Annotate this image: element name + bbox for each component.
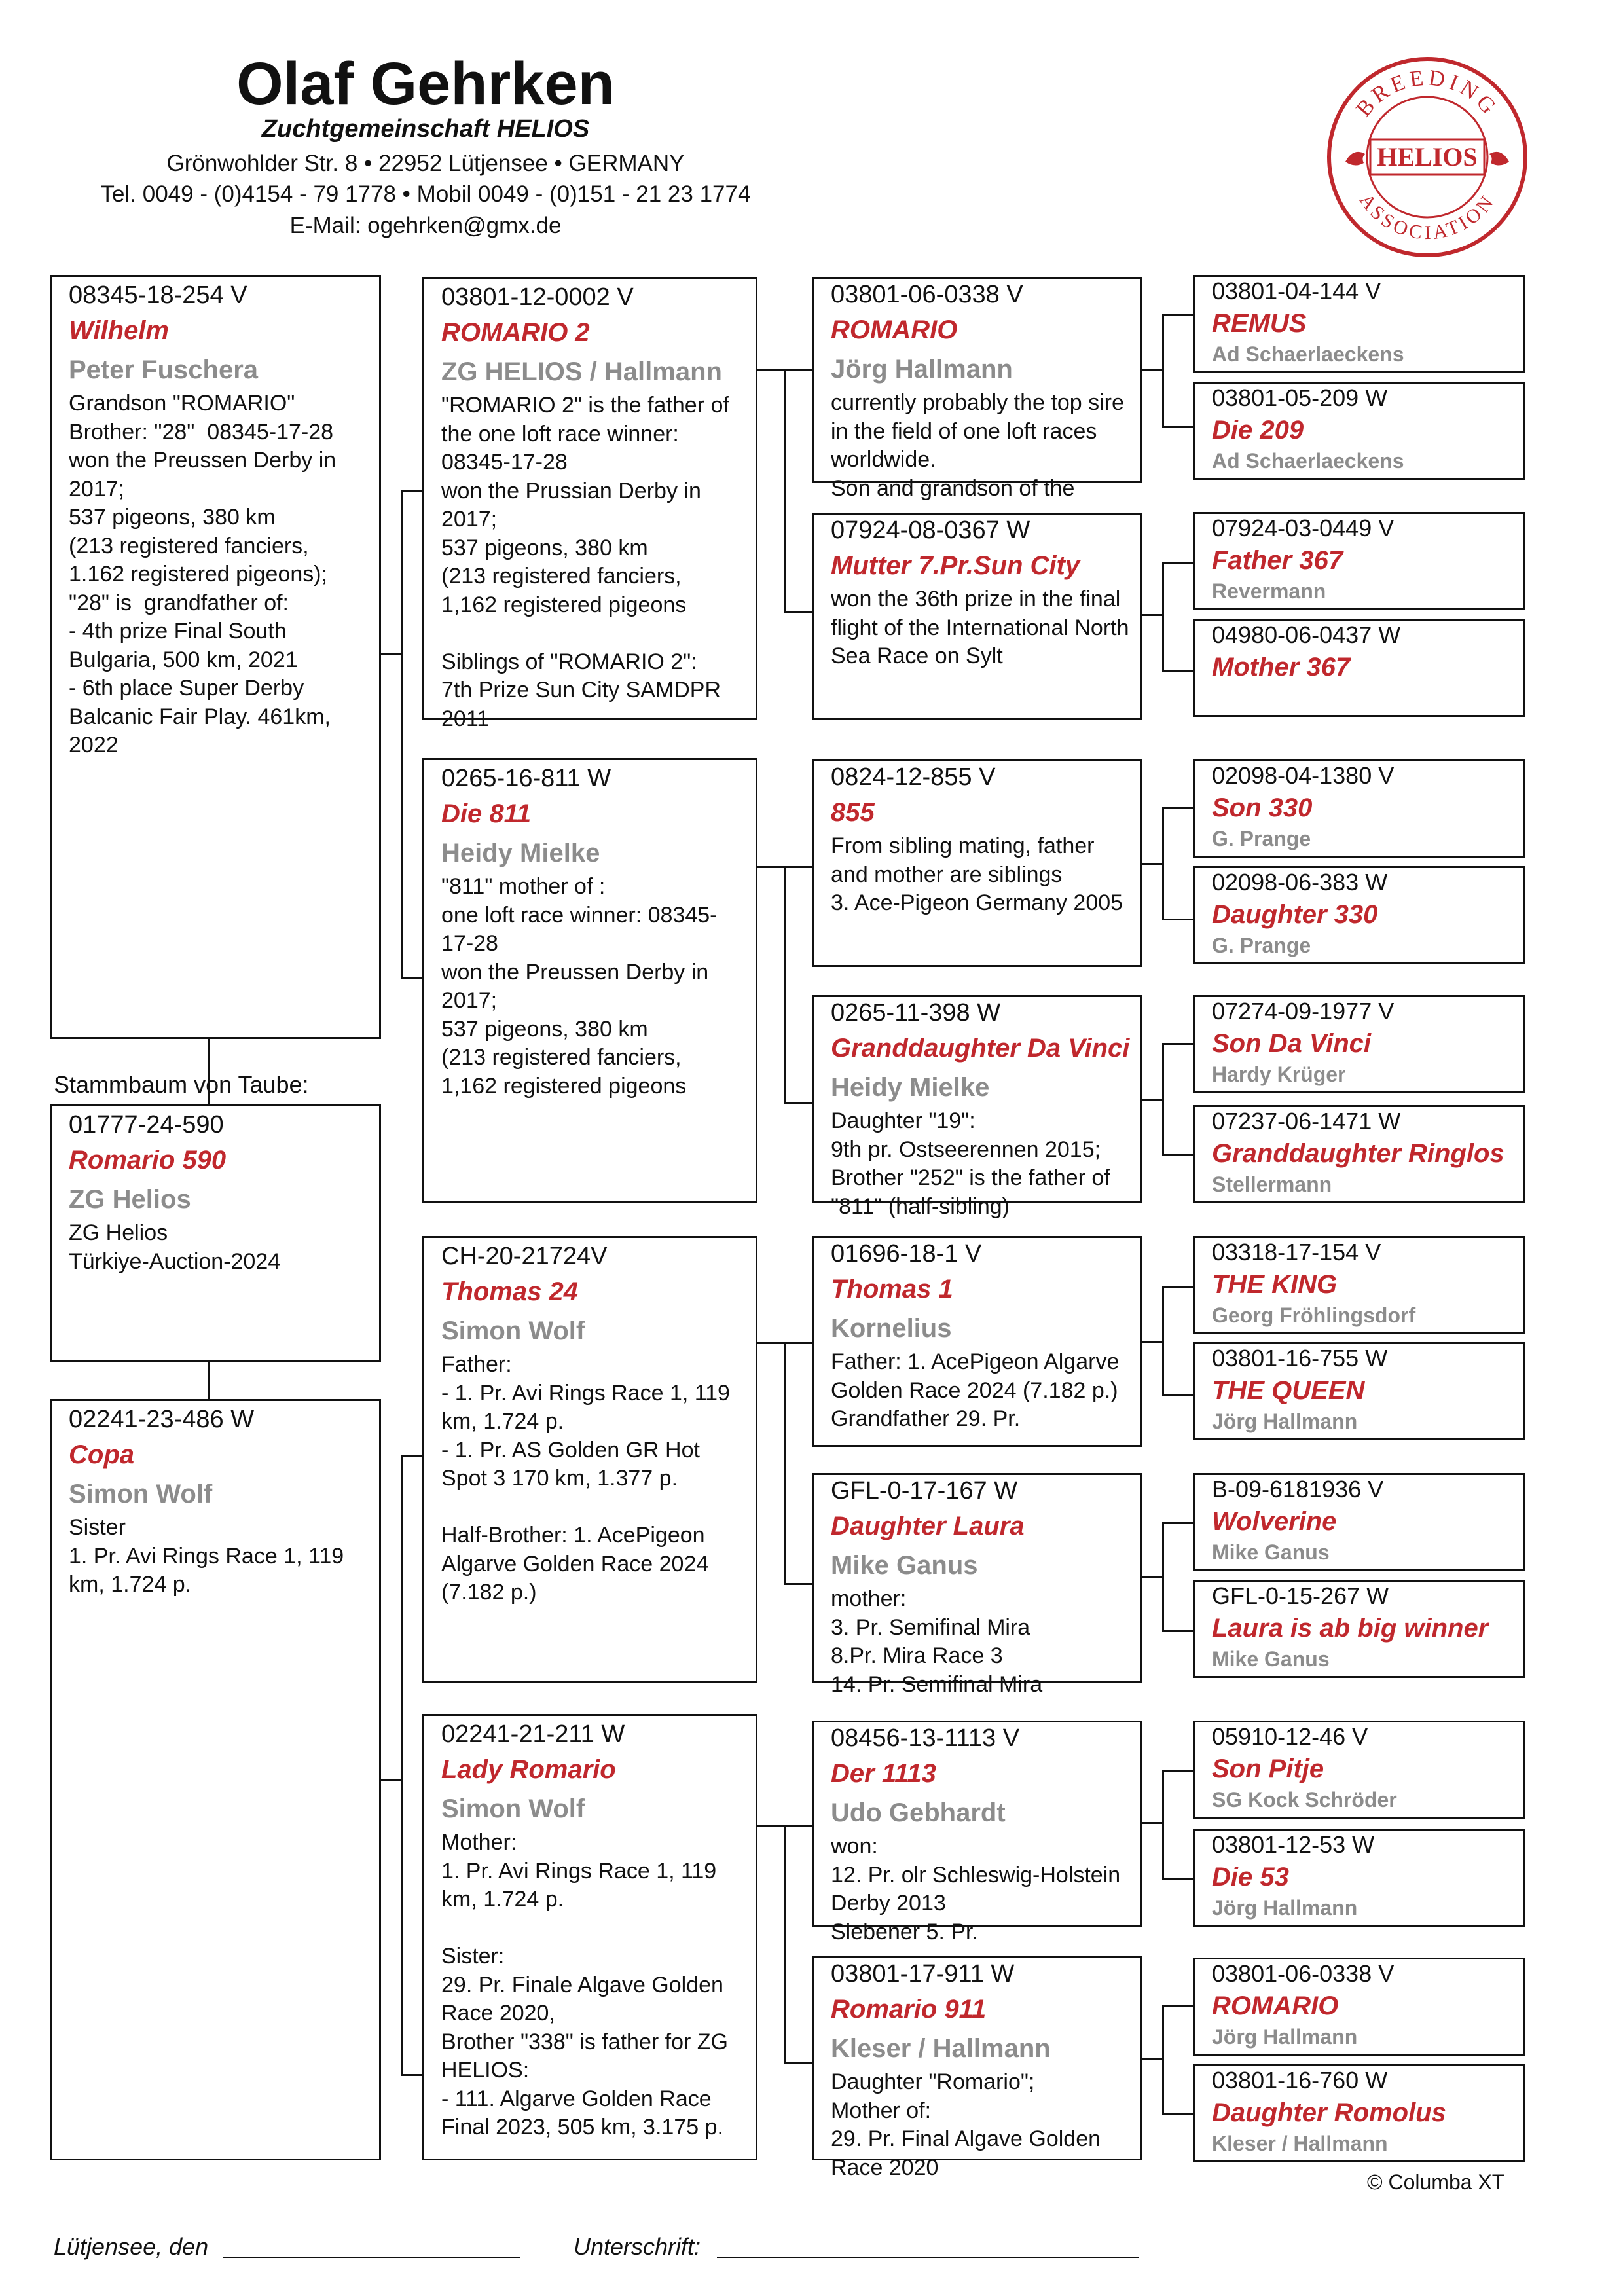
breeder-email: E-Mail: ogehrken@gmx.de [289,213,562,238]
dam-sire-card [422,1236,757,1683]
ring-number: 05910-12-46 V [1212,1723,1368,1750]
ring-number: 02098-04-1380 V [1212,762,1395,789]
gen3-card-8 [812,1956,1142,2180]
achievements-text: "ROMARIO 2" is the father of the one loft race winner: 08345-17-28 won the Prussian Derby in 2017; 537 pigeons, 380 km (213 registered fanciers, 1,162 registered pigeons Siblings of "ROMARIO 2": 7th Prize Sun City SAMDPR 2011 [441,393,729,731]
gen4-card-13 [1193,1721,1525,1819]
ring-number: 03801-17-911 W [831,1960,1015,1988]
connector-line [381,1779,402,1781]
connector-line [1162,562,1164,670]
ring-number: 08456-13-1113 V [831,1724,1020,1752]
connector-line [1162,1522,1164,1630]
connector-line [1142,1576,1163,1578]
pigeon-name: THE QUEEN [1212,1376,1365,1405]
connector-line [784,611,812,613]
ring-number: 0265-16-811 W [441,765,611,792]
gen4-card-1 [1193,275,1525,373]
achievements-text: "811" mother of : one loft race winner: 08345-17-28 won the Preussen Derby in 2017; 537 pigeons, 380 km (213 registered fanciers, 1,162 registered pigeons [441,874,718,1099]
connector-line [1162,1770,1193,1772]
connector-line [1162,426,1193,428]
pedigree-caption: Stammbaum von Taube: [54,1071,309,1098]
pigeon-name: Thomas 1 [831,1275,953,1303]
pigeon-name: 855 [831,798,875,827]
gen3-card-1 [812,277,1142,501]
seal-top-text: BREEDING [1351,65,1503,122]
connector-line [1162,2005,1164,2113]
place-date-label: Lütjensee, den [54,2233,209,2260]
gen4-card-12 [1193,1580,1525,1678]
gen4-card-6 [1193,866,1525,964]
connector-line [1162,314,1193,316]
connector-line [1162,1286,1164,1394]
pigeon-name: Granddaughter Da Vinci [831,1034,1130,1063]
achievements-text: currently probably the top sire in the field of one loft races worldwide. Son and grandson of the [831,390,1124,501]
connector-line [784,369,786,611]
seal-center-text: HELIOS [1377,142,1478,172]
achievements-text: Daughter "Romario"; Mother of: 29. Pr. Final Algave Golden Race 2020 [831,2069,1101,2180]
pigeon-name: Father 367 [1212,546,1343,575]
gen4-card-5 [1193,759,1525,858]
breeder-label: G. Prange [1212,827,1311,850]
connector-line [757,369,786,371]
connector-line [1162,314,1164,426]
connector-line [1142,1341,1163,1343]
pigeon-name: Die 209 [1212,416,1304,445]
helios-seal-logo [1326,56,1529,259]
connector-line [401,490,422,492]
breeder-label: SG Kock Schröder [1212,1788,1397,1812]
copyright-notice: © Columba XT [1367,2170,1505,2194]
connector-line [1162,1878,1193,1880]
pigeon-name: ROMARIO 2 [441,318,590,347]
ring-number: CH-20-21724V [441,1243,608,1270]
connector-line [401,1455,403,2074]
ring-number: 07924-08-0367 W [831,517,1030,544]
achievements-text: Sister 1. Pr. Avi Rings Race 1, 119 km, 1.724 p. [69,1515,344,1597]
connector-line [1142,2058,1163,2060]
pigeon-name: Romario 911 [831,1995,987,2024]
ring-number: 02241-23-486 W [69,1406,255,1433]
breeder-label: Heidy Mielke [831,1073,990,1102]
ring-number: 07924-03-0449 V [1212,515,1395,541]
connector-line [1162,1043,1164,1154]
breeder-label: Simon Wolf [441,1317,585,1345]
gen4-card-2 [1193,382,1525,480]
pigeon-name: REMUS [1212,309,1307,338]
breeder-label: Jörg Hallmann [1212,2025,1358,2049]
ring-number: 04980-06-0437 W [1212,621,1401,648]
gen4-card-9 [1193,1236,1525,1334]
ring-number: 01777-24-590 [69,1111,224,1139]
pigeon-name: Lady Romario [441,1755,616,1784]
pigeon-name: ROMARIO [831,316,958,344]
gen4-card-14 [1193,1829,1525,1927]
breeder-label: Peter Fuschera [69,355,259,384]
connector-line [784,1342,812,1344]
connector-line [1142,1099,1163,1101]
gen4-card-10 [1193,1342,1525,1440]
seal-bottom-text: ASSOCIATION [1355,189,1500,244]
breeder-phone: Tel. 0049 - (0)4154 - 79 1778 • Mobil 0049 - (0)151 - 21 23 1774 [100,181,751,207]
ring-number: 07237-06-1471 W [1212,1108,1401,1135]
connector-line [1162,562,1193,564]
right-dove-icon [1489,152,1509,166]
place-date-line[interactable] [223,2257,520,2258]
ring-number: 02241-21-211 W [441,1721,625,1748]
pigeon-name: Mutter 7.Pr.Sun City [831,551,1080,580]
subject-pigeon-card [50,1104,381,1362]
gen3-card-2 [812,513,1142,720]
connector-line [784,1102,812,1104]
connector-line [1142,1822,1163,1824]
connector-line [757,866,786,868]
breeder-label: Ad Schaerlaeckens [1212,449,1404,473]
breeder-name: Olaf Gehrken [236,50,615,117]
connector-line [1162,1043,1193,1045]
pigeon-name: Copa [69,1440,134,1469]
signature-label: Unterschrift: [574,2233,701,2260]
pigeon-name: Wolverine [1212,1507,1337,1536]
breeder-label: Mike Ganus [1212,1540,1330,1564]
connector-line [1162,1154,1193,1156]
pigeon-name: Mother 367 [1212,653,1351,682]
ring-number: GFL-0-15-267 W [1212,1582,1389,1609]
connector-line [784,1825,812,1827]
connector-line [784,1342,786,1583]
gen4-card-16 [1193,2064,1525,2162]
breeder-label: Jörg Hallmann [831,355,1013,384]
achievements-text: Father: 1. AcePigeon Algarve Golden Race 2024 (7.182 p.) Grandfather 29. Pr. [831,1349,1120,1431]
achievements-text: From sibling mating, father and mother are siblings 3. Ace-Pigeon Germany 2005 [831,833,1123,915]
sire-sire-card [422,277,757,731]
ring-number: 03801-12-53 W [1212,1831,1375,1858]
ring-number: 0265-11-398 W [831,999,1001,1027]
breeder-label: Ad Schaerlaeckens [1212,342,1404,366]
sire-dam-card [422,758,757,1203]
ring-number: GFL-0-17-167 W [831,1477,1018,1504]
gen4-card-4 [1193,619,1525,717]
connector-line [208,1362,210,1399]
gen3-card-5 [812,1236,1142,1447]
pigeon-name: Laura is ab big winner [1212,1614,1489,1643]
gen3-card-3 [812,759,1142,967]
ring-number: 03801-06-0338 V [831,281,1023,308]
breeder-label: Heidy Mielke [441,839,600,867]
achievements-text: Father: - 1. Pr. Avi Rings Race 1, 119 km, 1.724 p. - 1. Pr. AS Golden GR Hot Spot 3 170 km, 1.377 p. Half-Brother: 1. AcePigeon Algarve Golden Race 2024 (7.182 p.) [441,1352,730,1605]
connector-line [1162,807,1164,919]
pigeon-name: Daughter 330 [1212,900,1378,929]
connector-line [1142,863,1163,865]
pigeon-name: Daughter Laura [831,1512,1025,1540]
connector-line [784,866,786,1102]
ring-number: 0824-12-855 V [831,763,996,791]
ring-number: 01696-18-1 V [831,1240,982,1267]
pigeon-name: THE KING [1212,1270,1338,1299]
connector-line [757,1342,786,1344]
breeder-label: Simon Wolf [441,1795,585,1823]
connector-line [401,977,422,979]
pigeon-name: ROMARIO [1212,1992,1339,2020]
description-text: ZG Helios Türkiye-Auction-2024 [69,1220,281,1274]
breeder-label: Udo Gebhardt [831,1798,1006,1827]
connector-line [1162,2113,1193,2115]
connector-line [784,866,812,868]
connector-line [1162,670,1193,672]
ring-number: 07274-09-1977 V [1212,998,1395,1025]
breeder-subtitle: Zuchtgemeinschaft HELIOS [261,115,590,143]
gen3-card-7 [812,1721,1142,1944]
breeder-label: Mike Ganus [1212,1647,1330,1671]
ring-number: 03801-16-755 W [1212,1345,1388,1372]
connector-line [1142,369,1163,371]
ring-number: 08345-18-254 V [69,282,247,309]
pigeon-name: Daughter Romolus [1212,2098,1446,2127]
connector-line [784,1583,812,1585]
connector-line [381,653,402,655]
ring-number: 03801-16-760 W [1212,2067,1388,2094]
gen3-card-4 [812,995,1142,1219]
pigeon-name: Son Pitje [1212,1755,1324,1783]
ring-number: 03801-04-144 V [1212,278,1381,304]
pigeon-name: Die 811 [441,799,532,828]
breeder-label: ZG HELIOS / Hallmann [441,357,722,386]
breeder-label: G. Prange [1212,934,1311,957]
pigeon-name: Der 1113 [831,1759,936,1788]
connector-line [1162,2005,1193,2007]
connector-line [401,1455,422,1457]
connector-line [784,369,812,371]
gen3-card-6 [812,1473,1142,1697]
pigeon-name: Romario 590 [69,1146,227,1175]
dam-card [50,1399,381,2160]
sire-card [50,275,381,1039]
connector-line [1142,614,1163,616]
gen4-card-7 [1193,995,1525,1093]
ring-number: 03801-06-0338 V [1212,1960,1395,1987]
connector-line [784,1825,786,2062]
connector-line [784,2062,812,2064]
ring-number: B-09-6181936 V [1212,1476,1384,1503]
achievements-text: mother: 3. Pr. Semifinal Mira 8.Pr. Mira Race 3 14. Pr. Semifinal Mira [831,1586,1043,1697]
breeder-label: Georg Fröhlingsdorf [1212,1303,1416,1327]
achievements-text: Grandson "ROMARIO" Brother: "28" 08345-17-28 won the Preussen Derby in 2017; 537 pigeons, 380 km (213 registered fanciers, 1.162 registered pigeons); "28" is grandfather of: - 4th prize Final South Bulgaria, 500 km, 2021 - 6th place Super Derby Balcanic Fair Play. 461km, 2022 [69,391,337,757]
connector-line [1162,1394,1193,1396]
connector-line [1162,1286,1193,1288]
connector-line [1162,1522,1193,1524]
breeder-label: Stellermann [1212,1173,1332,1196]
dam-dam-card [422,1714,757,2160]
pigeon-name: Thomas 24 [441,1277,578,1306]
connector-line [757,1825,786,1827]
achievements-text: Daughter "19": 9th pr. Ostseerennen 2015; Brother "252" is the father of "811" (half-sibling) [831,1108,1110,1219]
breeder-label: Revermann [1212,579,1326,603]
gen4-card-3 [1193,512,1525,610]
gen4-card-8 [1193,1105,1525,1203]
connector-line [1162,807,1193,809]
gen4-card-15 [1193,1958,1525,2056]
ring-number: 03318-17-154 V [1212,1239,1381,1266]
breeder-label: Mike Ganus [831,1551,978,1580]
breeder-label: Jörg Hallmann [1212,1410,1358,1433]
pigeon-name: Son Da Vinci [1212,1029,1372,1058]
connector-line [401,490,403,977]
connector-line [401,2074,422,2076]
breeder-label: Kleser / Hallmann [831,2034,1051,2063]
connector-line [1162,919,1193,920]
left-dove-icon [1345,152,1365,166]
pigeon-name: Die 53 [1212,1863,1289,1891]
ring-number: 03801-12-0002 V [441,283,634,311]
connector-line [1162,1630,1193,1632]
breeder-label: Kornelius [831,1314,952,1343]
breeder-label: Jörg Hallmann [1212,1896,1358,1920]
pigeon-name: Granddaughter Ringlos [1212,1139,1504,1168]
ring-number: 02098-06-383 W [1212,869,1388,896]
achievements-text: Mother: 1. Pr. Avi Rings Race 1, 119 km, 1.724 p. Sister: 29. Pr. Finale Algave Golden Race 2020, Brother "338" is father for ZG HELIOS: - 111. Algarve Golden Race Final 2023, 505 km, 3.175 p. [441,1830,728,2140]
breeder-address: Grönwohlder Str. 8 • 22952 Lütjensee • GERMANY [166,151,685,176]
breeder-label: Hardy Krüger [1212,1063,1346,1086]
achievements-text: won: 12. Pr. olr Schleswig-Holstein Derby 2013 Siebener 5. Pr. [831,1834,1121,1944]
signature-line[interactable] [717,2257,1139,2258]
ring-number: 03801-05-209 W [1212,384,1388,411]
pigeon-name: Son 330 [1212,793,1313,822]
breeder-label: ZG Helios [69,1185,191,1214]
gen4-card-11 [1193,1473,1525,1571]
connector-line [1162,1770,1164,1878]
breeder-label: Simon Wolf [69,1480,213,1508]
breeder-label: Kleser / Hallmann [1212,2132,1388,2155]
pigeon-name: Wilhelm [69,316,169,345]
achievements-text: won the 36th prize in the final flight of the International North Sea Race on Sylt [831,587,1135,668]
